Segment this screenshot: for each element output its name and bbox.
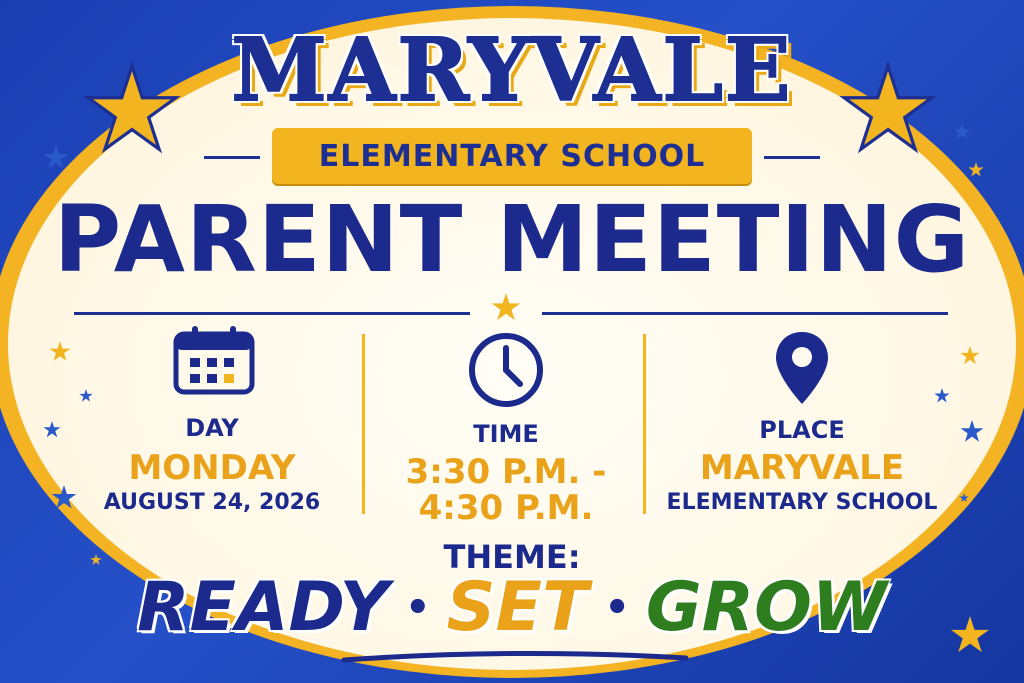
- date-value: AUGUST 24, 2026: [103, 490, 321, 515]
- day-label: DAY: [185, 414, 239, 442]
- banner-line-right: [764, 156, 820, 159]
- school-subtitle-banner: [272, 128, 752, 184]
- place-value: MARYVALE: [699, 448, 905, 488]
- theme-word-grow: GROW: [645, 568, 887, 647]
- day-value: MONDAY: [128, 448, 296, 488]
- theme-word-ready: READY: [137, 568, 389, 647]
- calendar-icon: [172, 324, 256, 396]
- theme-separator-2: •: [604, 584, 630, 631]
- time-label: TIME: [473, 420, 539, 448]
- place-subtitle: ELEMENTARY SCHOOL: [666, 490, 938, 515]
- divider-left: [74, 312, 470, 315]
- center-star-icon: [492, 293, 521, 320]
- school-name: MARYVALE: [231, 20, 793, 121]
- school-subtitle: ELEMENTARY SCHOOL: [318, 138, 706, 174]
- event-title: PARENT MEETING: [53, 186, 971, 293]
- theme-label: THEME:: [443, 538, 581, 576]
- theme-separator-1: •: [404, 584, 431, 631]
- banner-line-left: [204, 156, 260, 159]
- theme-words: [0, 568, 1024, 647]
- divider-right: [542, 312, 948, 315]
- time-end: 4:30 P.M.: [418, 488, 594, 528]
- theme-word-set: SET: [446, 568, 589, 647]
- place-label: PLACE: [759, 416, 845, 444]
- theme-underline-swoosh: [340, 650, 690, 664]
- clock-icon: [466, 330, 546, 410]
- location-pin-icon: [772, 330, 832, 406]
- time-start: 3:30 P.M. -: [405, 452, 607, 492]
